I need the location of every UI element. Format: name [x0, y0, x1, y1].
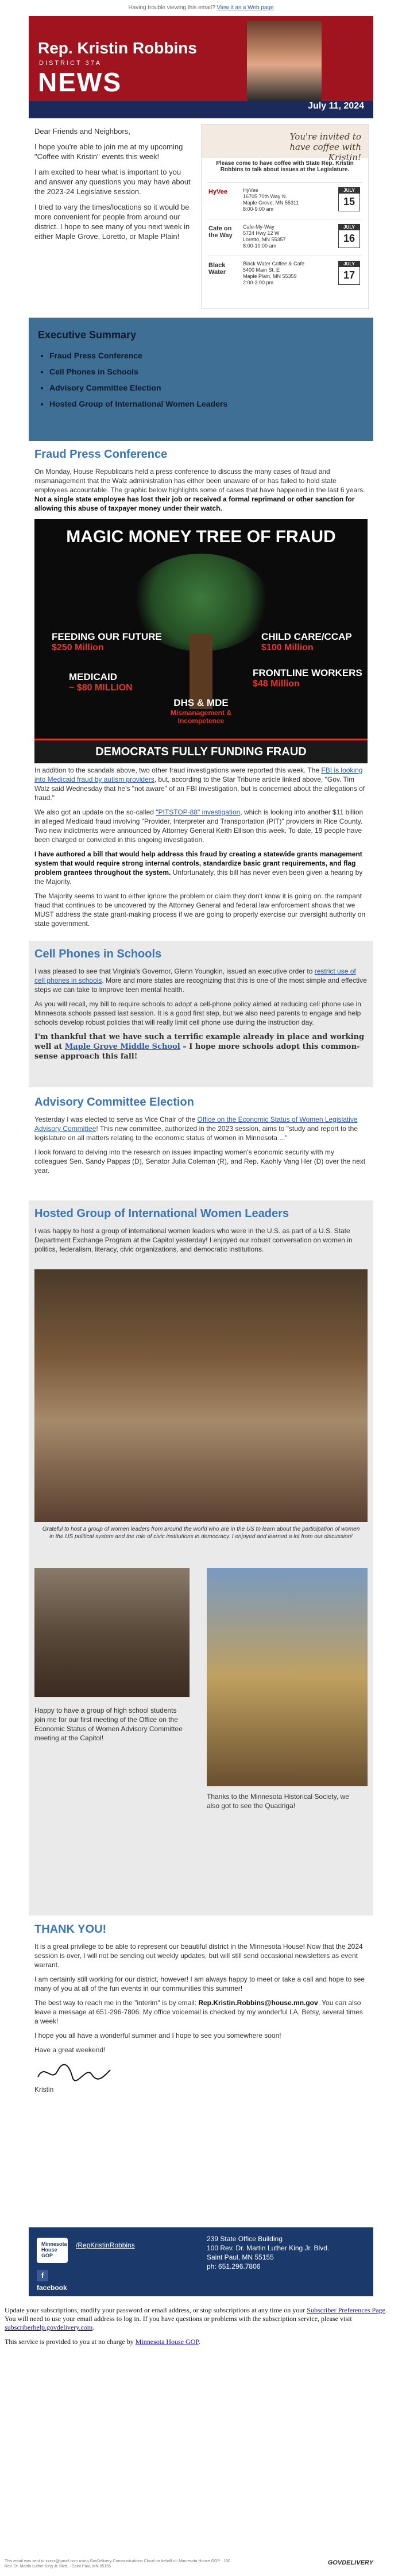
coffee-flyer-heading: You're invited to have coffee with Kristin!: [289, 132, 361, 163]
phones-heading: Cell Phones in Schools: [34, 948, 162, 960]
unsub-text-e: .: [198, 2338, 200, 2346]
thanks-section: [29, 1923, 373, 2099]
fraud-section: [29, 448, 373, 518]
fraud-p4-rest: Unfortunately, this bill has never even been given a hearing by the Majority.: [34, 868, 363, 886]
intro-p3: I am excited to hear what is important to you and answer any questions you may have about the 2023-24 Legislative session.: [34, 168, 191, 196]
legal-line: This email was sent to xxxxx@gmail.com using GovDelivery Communications Cloud on behalf of: Minnesota House GOP · 100: [5, 2559, 230, 2563]
graphic-banner: DEMOCRATS FULLY FUNDING FRAUD: [34, 739, 368, 763]
coffee-event: [207, 256, 362, 288]
executive-summary: [29, 318, 373, 441]
fraud-p4: [34, 849, 368, 886]
graphic-label: [161, 697, 241, 725]
address-line: Saint Paul, MN 55155: [207, 2253, 274, 2261]
graphic-label: [52, 631, 162, 653]
intro-p4: I tried to vary the times/locations so it would be more convenient for people from around our district. I hope to see many of you next week in either Maple Grove, Loretto, or Maple Plain!: [34, 203, 190, 241]
advisory-section: [29, 1096, 373, 1180]
signature-name: Kristin: [34, 2085, 54, 2094]
magic-money-tree-graphic: [34, 519, 368, 763]
oesw-link[interactable]: Office on the Economic Status of Women Legislative Advisory Committee: [34, 1115, 358, 1133]
phones-p2: As you will recall, my bill to require schools to adopt a cell-phone policy aimed at reducing cell phone use in Minnesota schools passed last session. It is a good first step, but we also need parents to engage and help schools develop robust policies that will really limit cell phone use during the instruction day.: [34, 1000, 361, 1026]
advisory-p1-text: Yesterday I was elected to serve as Vice Chair of the: [34, 1115, 198, 1123]
signature-icon: [34, 2060, 115, 2085]
phones-section: [29, 941, 373, 1087]
label-childcare: CHILD CARE/CCAP: [261, 631, 352, 642]
event-day: 15: [343, 196, 355, 207]
fraud-p3-text: We also got an update on the so-called: [34, 808, 156, 816]
caption-quadriga: Thanks to the Minnesota Historical Society, we also got to see the Quadriga!: [207, 1793, 349, 1810]
amount-feeding: $250 Million: [52, 643, 104, 652]
thanks-p2: I am certainly still working for our district, however! I am always happy to meet or take a call and hope to see many of you at all of the fun events in our communities this summer!: [34, 1975, 365, 1992]
phones-p1: [34, 967, 368, 994]
subscription-footer: [0, 2306, 402, 2346]
summary-item: • Advisory Committee Election: [49, 383, 227, 392]
amount-dhs: Mismanagement & Incompetence: [170, 709, 232, 725]
group-photo-capitol: [34, 1269, 368, 1522]
thanks-p3-text: The best way to reach me in the "interim" is by email:: [34, 1999, 199, 2007]
summary-list: [38, 351, 227, 415]
women-p1: I was happy to host a group of international women leaders who were in the U.S. as part of a U.S. State Department Exchange Program at the Capitol yesterday! I enjoyed our robust conversation on women in politics, federalism, literacy, civic organizations, and democratic institutions.: [34, 1227, 353, 1253]
thanks-p5: Have a great weekend!: [34, 2046, 106, 2054]
venue-logo: Black Water: [208, 262, 226, 276]
fraud-heading: Fraud Press Conference: [34, 448, 168, 461]
event-day: 17: [343, 269, 355, 281]
summary-item: • Fraud Press Conference: [49, 351, 227, 360]
address-line: 100 Rev. Dr. Martin Luther King Jr. Blvd.: [207, 2244, 330, 2252]
cell-phone-order-link[interactable]: restrict use of cell phones in schools: [34, 967, 356, 984]
event-info: Black Water Coffee & Cafe 5400 Main St. E Maple Plain, MN 55359 2:00-3:00 pm: [243, 261, 305, 285]
house-gop-text: Minnesota House GOP: [41, 2241, 67, 2258]
calendar-icon: [338, 187, 360, 211]
coffee-flyer-subhead: Please come to have coffee with State Rep. Kristin Robbins to talk about issues at the Legislature.: [216, 160, 354, 173]
graphic-title: MAGIC MONEY TREE OF FRAUD: [66, 527, 336, 546]
fraud-p4-bold: I have authored a bill that would help address this fraud by creating a statewide grants management system that would require strong internal controls, standardize basic grant requirements, and flag problem grantees throughout the system.: [34, 850, 362, 876]
thanks-p4: I hope you all have a wonderful summer and I hope to see you somewhere soon!: [34, 2032, 281, 2040]
intro-text: [34, 126, 195, 247]
unsub-text-b: . You will need to use your email address to log in. If you have questions or problems with the subscription service, please visit: [5, 2306, 387, 2323]
unsub-text-c: .: [92, 2323, 95, 2331]
venue-logo: HyVee: [208, 188, 228, 195]
graphic-label: [69, 671, 133, 693]
event-day: 16: [343, 233, 355, 244]
maple-grove-ms-link[interactable]: Maple Grove Middle School: [64, 1042, 180, 1051]
caption-group-photo: Grateful to host a group of women leaders from around the world who are in the US to learn about the participation of women in the US political system and the role of civic institutions in democracy. I enjoyed and learned a lot from our discussion!: [42, 1526, 360, 1540]
coffee-flyer[interactable]: [201, 124, 369, 309]
top-note-text: Having trouble viewing this email?: [128, 5, 215, 11]
fraud-p2-rest: , but, according to the Star Tribune article linked above, "Gov. Tim Walz said Wednesday that he's "not aware" of an FBI investigation, but is concerned about the allegations of fraud.": [34, 775, 365, 802]
amount-frontline: $48 Million: [253, 679, 300, 689]
summary-item: • Cell Phones in Schools: [49, 367, 227, 376]
intro-greeting: Dear Friends and Neighbors,: [34, 127, 130, 136]
header-date: July 11, 2024: [308, 101, 364, 111]
portrait-photo: [247, 21, 322, 101]
advisory-p1: [34, 1115, 368, 1142]
label-feeding: FEEDING OUR FUTURE: [52, 631, 162, 642]
email-address[interactable]: Rep.Kristin.Robbins@house.mn.gov: [198, 1999, 318, 2007]
subscription-text: [5, 2306, 397, 2332]
facebook-label: facebook: [37, 2284, 67, 2292]
quadriga-photo: [207, 1568, 368, 1786]
amount-medicaid: ~ $80 MILLION: [69, 683, 133, 693]
event-month: JULY: [339, 188, 360, 194]
fraud-p3-rest: , which is looking into another $11 billion in alleged Medicaid fraud involving "Provider, Interpreter and Transportation (PIT)" providers in Rice County. Two new indictments were announced by Attorney General Keith Ellison this week. To date, 19 people have been charged or convicted in this ongoing investigation.: [34, 808, 364, 844]
summary-item: • Hosted Group of International Women Leaders: [49, 399, 227, 408]
coffee-event: [207, 219, 362, 252]
intro-section: [29, 118, 373, 316]
fraud-p5: The Majority seems to want to either ignore the problem or claim they don't know it is going on. the rampant fraud that continues to be uncovered by the Attorney General and federal law enforcement shows that we MUST address the state grant-making process if we are going to properly exercise our oversight authority on state government.: [34, 892, 366, 928]
label-frontline: FRONTLINE WORKERS: [253, 667, 362, 678]
fraud-section-cont: [29, 766, 373, 933]
phones-p1-rest: . More and more states are recognizing that this is one of the most simple and effective steps we can take to improve teen mental health.: [34, 976, 367, 994]
phone-line: ph: 651.296.7806: [207, 2262, 261, 2270]
fraud-p1-text: On Monday, House Republicans held a press conference to discuss the many cases of fraud and mismanagement that the Walz administration has either been unaware of or has failed to hold state employees accountable. The graphic below highlights some of cases that have happened in the last 6 years.: [34, 468, 365, 494]
address-line: 239 State Office Building: [207, 2235, 283, 2243]
women-section: [29, 1200, 373, 1915]
facebook-icon[interactable]: f: [37, 2270, 48, 2281]
govdelivery-logo: GOVDELIVERY: [327, 2559, 373, 2566]
event-month: JULY: [339, 261, 360, 267]
header-banner: [29, 16, 373, 118]
women-heading: Hosted Group of International Women Leaders: [34, 1207, 289, 1220]
phones-p1-text: I was pleased to see that Virginia's Governor, Glenn Youngkin, issued an executive order to: [34, 967, 315, 975]
advisory-p1-rest: ! This new committee, authorized in the 2023 session, aims to "study and report to the legislature on all matters relating to the economic status of women in Minnesota ...": [34, 1125, 358, 1142]
intro-p2: I hope you're able to join me at my upcoming "Coffee with Kristin" events this week!: [34, 142, 183, 161]
advisory-heading: Advisory Committee Election: [34, 1096, 194, 1109]
facebook-account-link[interactable]: /RepKristinRobbins: [76, 2241, 135, 2249]
fraud-p3: [34, 808, 368, 844]
graphic-label: [261, 631, 352, 653]
summary-heading: Executive Summary: [38, 329, 137, 341]
pitstop-link[interactable]: "PITSTOP-88" investigation: [156, 808, 241, 816]
thanks-heading: THANK YOU!: [34, 1923, 107, 1936]
amount-childcare: $100 Million: [261, 643, 314, 652]
label-medicaid: MEDICAID: [69, 671, 118, 682]
calendar-icon: [338, 261, 360, 285]
caption-students: Happy to have a group of high school students join me for our first meeting of the Office on the Economic Status of Women Advisory Committee meeting at the Capitol!: [34, 1706, 183, 1742]
view-web-link[interactable]: View it as a Web page: [217, 5, 274, 11]
service-text: [5, 2338, 397, 2346]
fraud-p2: [34, 766, 368, 802]
event-month: JULY: [339, 225, 360, 230]
students-photo: [34, 1568, 190, 1697]
fbi-medicaid-link[interactable]: FBI is looking into Medicaid fraud by autism providers: [34, 766, 363, 783]
house-gop-link[interactable]: Minnesota House GOP: [135, 2338, 199, 2346]
venue-logo: Cafe on the Way: [208, 225, 233, 239]
calendar-icon: [338, 224, 360, 248]
subscriber-preferences-link[interactable]: Subscriber Preferences Page: [307, 2306, 385, 2314]
unsub-text-a: Update your subscriptions, modify your password or email address, or stop subscriptions at any time on your: [5, 2306, 307, 2314]
fraud-p2-text: In addition to the scandals above, two other fraud investigations were reported this week. The: [34, 766, 322, 774]
thanks-p3-rest: . You can also leave a message at 651-296-7806. My office voicemail is checked by my wonderful LA, Betsy, several times a week!: [34, 1999, 363, 2025]
quote-text: I'm thankful that we have such a terrific example already in place and working well at: [34, 1033, 365, 1051]
signature-image: [34, 2060, 115, 2085]
label-dhs: DHS & MDE: [173, 697, 229, 708]
office-address: [207, 2234, 329, 2271]
phones-quote: [34, 1032, 368, 1061]
women-inner: [29, 1200, 373, 1266]
header-title: Rep. Kristin Robbins: [38, 39, 197, 57]
thanks-p3: [34, 1998, 368, 2026]
legal-line: Rev. Dr. Martin Luther King Jr. Blvd. · Saint Paul, MN 55155: [5, 2565, 111, 2569]
header-district: DISTRICT 37A: [39, 60, 102, 67]
unsub-text-d: This service is provided to you at no charge by: [5, 2338, 136, 2346]
quote-rest: – I hope more schools adopt this common-sense approach this fall!: [34, 1042, 360, 1061]
house-gop-logo: [37, 2238, 68, 2263]
thanks-p1: It is a great privilege to be able to represent our beautiful district in the Minnesota House! Now that the 2024 session is over, I will not be sending out weekly updates, but will still send occasional newsletters as event warrant.: [34, 1942, 363, 1969]
fraud-p1-bold: Not a single state employee has lost their job or received a formal reprimand or other sanction for allowing this abuse of taxpayer money under their watch.: [34, 495, 355, 512]
event-info: Cafe-My-Way 5724 Hwy 12 W Loretto, MN 55357 8:00-10:00 am: [243, 224, 286, 249]
coffee-flyer-header: [202, 125, 368, 163]
phones-inner: [29, 941, 373, 1068]
subscriber-help-link[interactable]: subscriberhelp.govdelivery.com: [5, 2323, 93, 2331]
fraud-p1: [34, 467, 368, 513]
coffee-event: [207, 182, 362, 215]
graphic-label: [253, 667, 362, 689]
header-news: NEWS: [38, 67, 122, 97]
footer-contact: [29, 2227, 373, 2296]
advisory-p2: I look forward to delving into the research on issues impacting women's economic security with my colleagues Sen. Sandy Pappas (D), Senator Julia Coleman (R), and Rep. Kaohly Vang Her (D) over the next year.: [34, 1148, 366, 1175]
top-note: [0, 0, 402, 16]
event-info: HyVee 16705 70th Way N. Maple Grove, MN 55311 8:00-9:00 am: [243, 187, 299, 212]
